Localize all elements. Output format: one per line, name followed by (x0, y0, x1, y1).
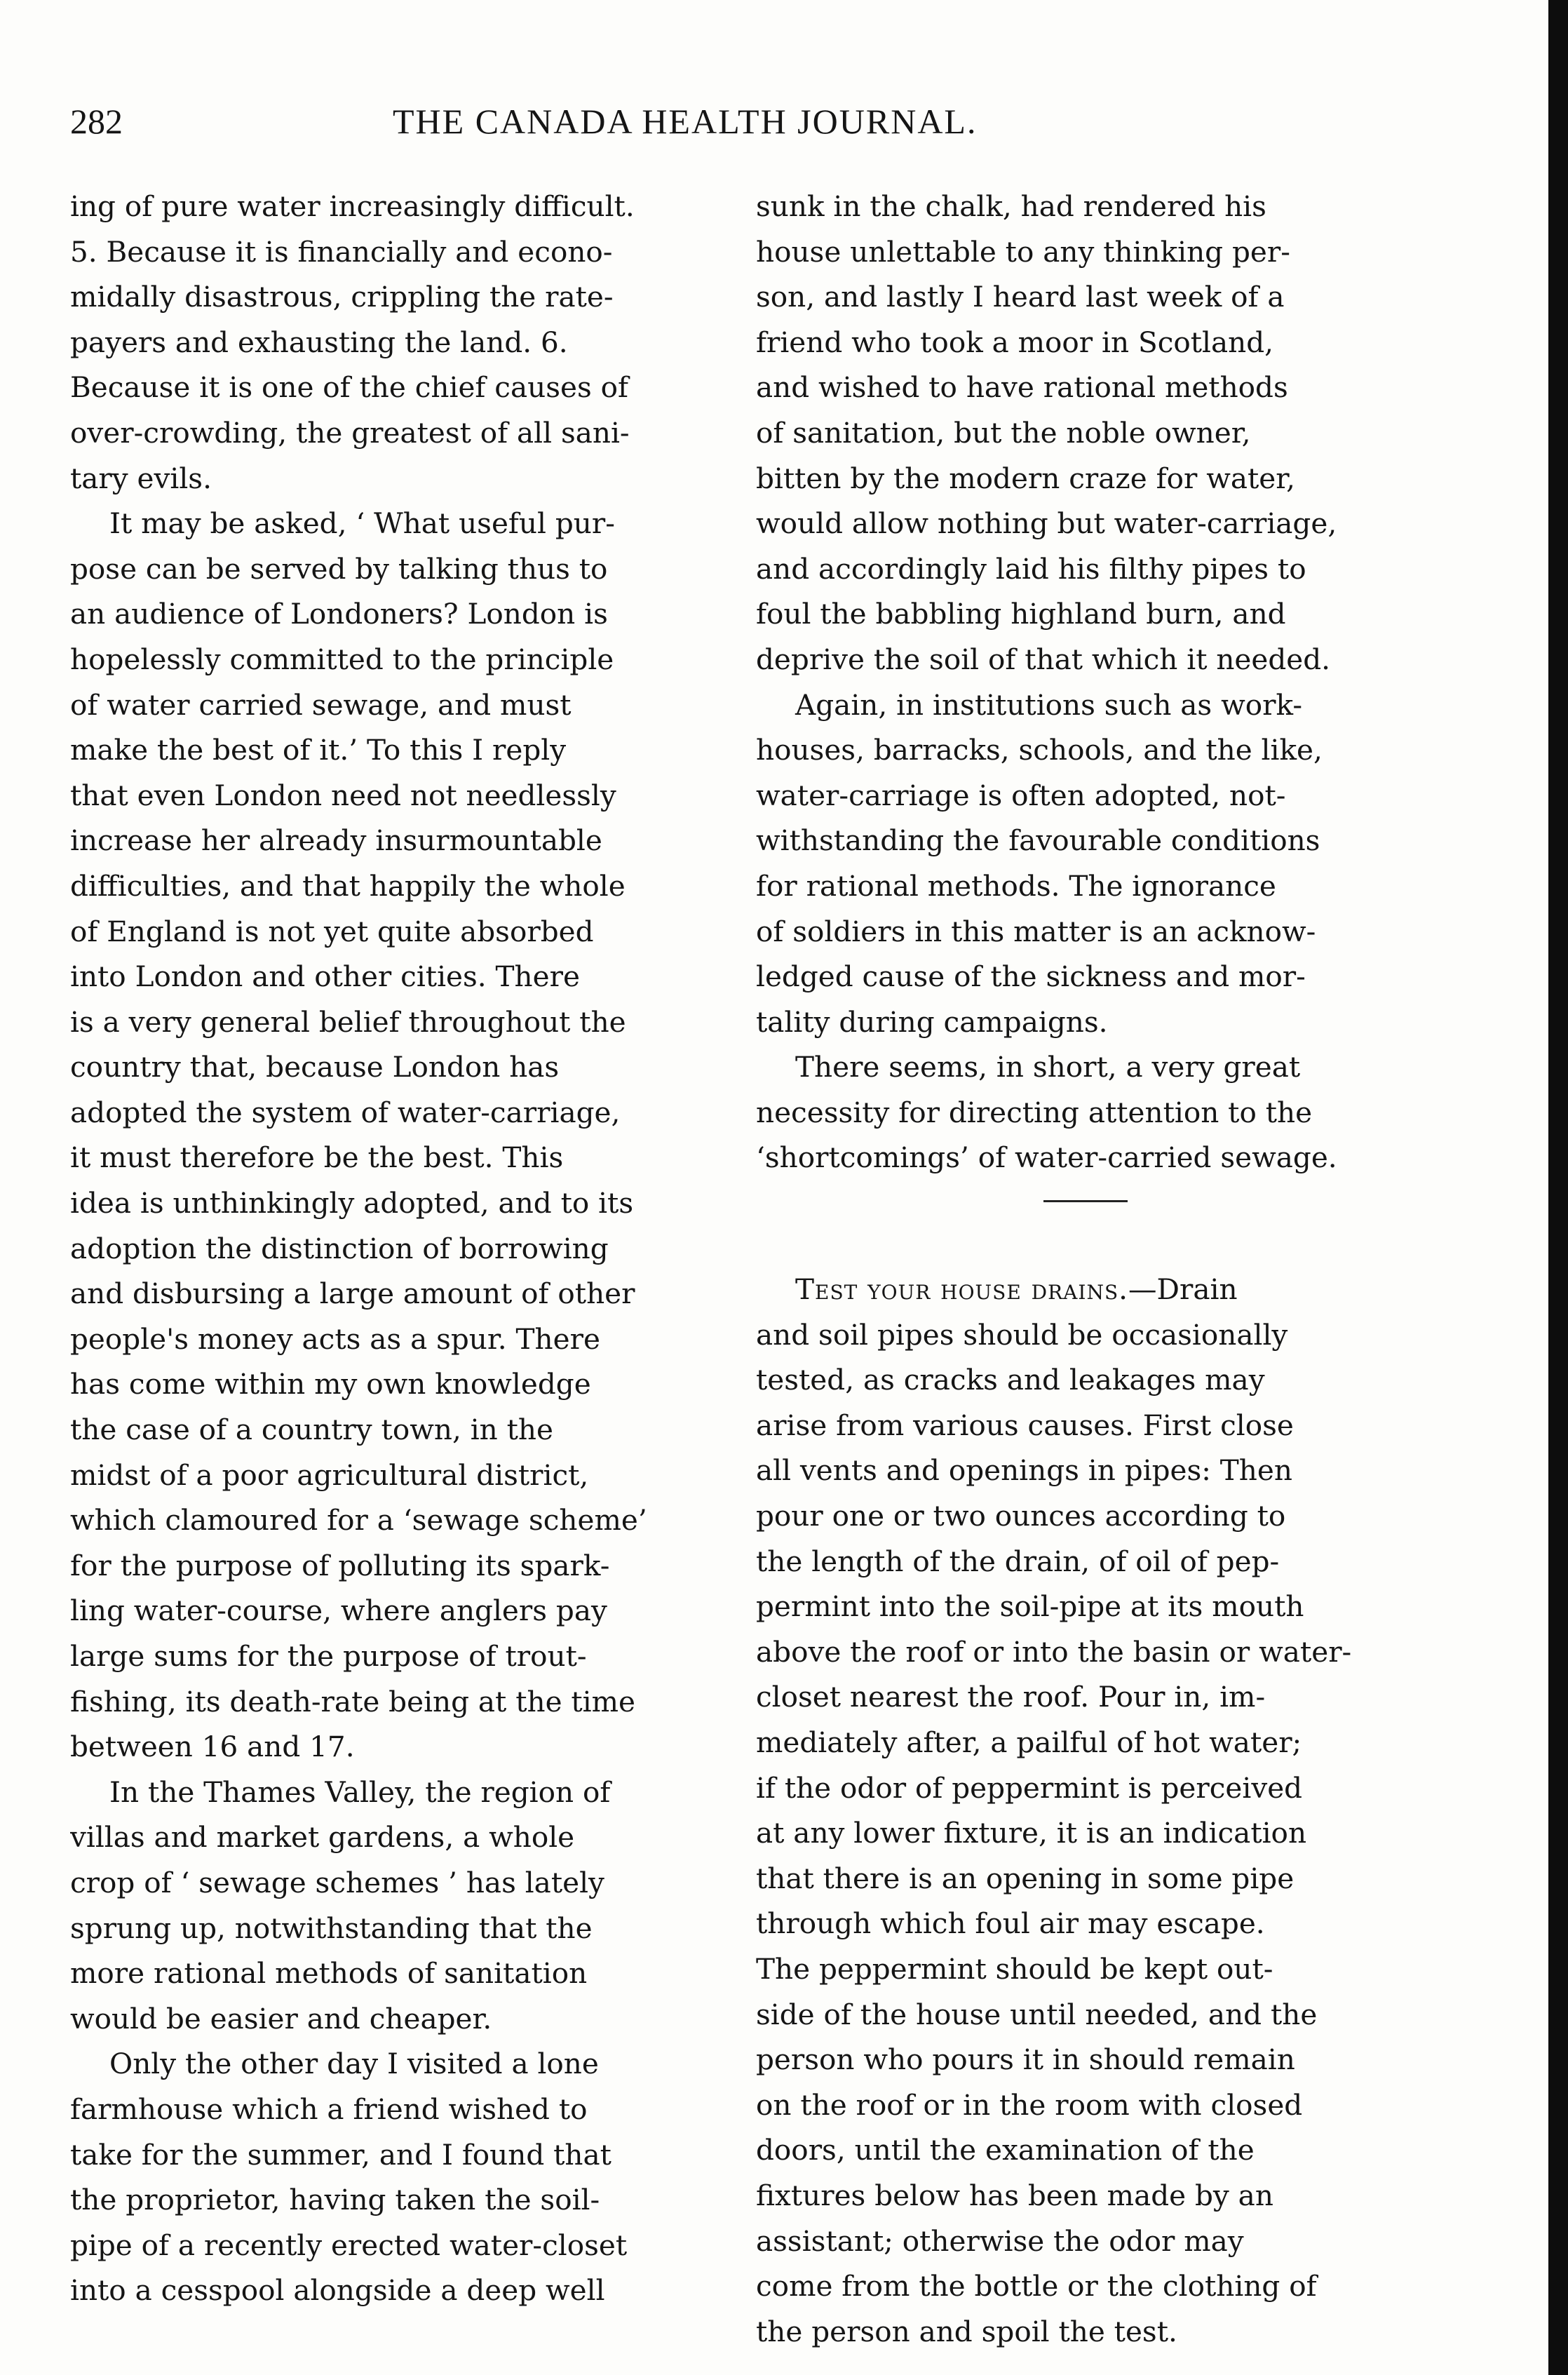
paragraph-line: fixtures below has been made by an (756, 2178, 1273, 2212)
paragraph-line: sunk in the chalk, had rendered his (756, 189, 1266, 223)
paragraph (756, 682, 1415, 1045)
paragraph-line: come from the bottle or the clothing of (756, 2269, 1317, 2303)
paragraph-line: pour one or two ounces according to (756, 1499, 1286, 1533)
section-heading: Test your house drains. (795, 1272, 1129, 1307)
paragraph (70, 1770, 729, 2042)
paragraph-line: people's money acts as a spur. There (70, 1321, 600, 1356)
paragraph-line: would be easier and cheaper. (70, 2001, 492, 2036)
paragraph-line: of England is not yet quite absorbed (70, 914, 594, 948)
paragraph-line: In the Thames Valley, the region of (109, 1775, 611, 1809)
paragraph-line: pose can be served by talking thus to (70, 551, 608, 586)
paragraph-line: farmhouse which a friend wished to (70, 2092, 588, 2126)
paragraph-lines (756, 1312, 1415, 2355)
paragraph-line: house unlettable to any thinking per- (756, 234, 1290, 269)
running-title: THE CANADA HEALTH JOURNAL. (393, 102, 978, 141)
paragraph-line: of sanitation, but the noble owner, (756, 415, 1251, 450)
paragraph-line: There seems, in short, a very great (795, 1050, 1301, 1084)
paragraph-line: necessity for directing attention to the (756, 1095, 1313, 1129)
paragraph-line: adoption the distinction of borrowing (70, 1231, 609, 1265)
paragraph-line: of soldiers in this matter is an acknow- (756, 914, 1316, 948)
paragraph-line: that there is an opening in some pipe (756, 1861, 1295, 1895)
paragraph-line: of water carried sewage, and must (70, 687, 572, 722)
paragraph-line: ‘shortcomings’ of water-carried sewage. (756, 1141, 1337, 1175)
paragraph-line: tality during campaigns. (756, 1004, 1108, 1039)
paragraph-line: the length of the drain, of oil of pep- (756, 1544, 1280, 1578)
paragraph-line: permint into the soil-pipe at its mouth (756, 1589, 1304, 1624)
paragraph-line: idea is unthinkingly adopted, and to its (70, 1186, 634, 1220)
paragraph-line: has come within my own knowledge (70, 1367, 591, 1401)
paragraph-line: water-carriage is often adopted, not- (756, 778, 1286, 812)
paragraph-line: increase her already insurmountable (70, 823, 602, 858)
paragraph-line: into London and other cities. There (70, 960, 580, 994)
paragraph-line: all vents and openings in pipes: Then (756, 1453, 1292, 1488)
paragraph-line: Again, in institutions such as work- (795, 687, 1303, 722)
paragraph-line: more rational methods of sanitation (70, 1956, 588, 1991)
paragraph-line: friend who took a moor in Scotland, (756, 325, 1274, 359)
paragraph (70, 2041, 729, 2313)
paragraph-line: adopted the system of water-carriage, (70, 1095, 621, 1129)
paragraph-line: Because it is one of the chief causes of (70, 370, 628, 405)
paragraph-line (756, 1267, 1415, 1312)
paragraph-line: the case of a country town, in the (70, 1413, 553, 1447)
paragraph (70, 184, 729, 501)
paragraph-line: for the purpose of polluting its spark- (70, 1548, 610, 1582)
paragraph-line: through which foul air may escape. (756, 1906, 1265, 1941)
paragraph-line: assistant; otherwise the odor may (756, 2223, 1244, 2258)
paragraph-line: closet nearest the roof. Pour in, im- (756, 1680, 1266, 1714)
paragraph-line: sprung up, notwithstanding that the (70, 1911, 593, 1945)
paragraph-line: side of the house until needed, and the (756, 1997, 1318, 2031)
paragraph-line: at any lower fixture, it is an indication (756, 1816, 1307, 1850)
paragraph-line: fishing, its death-rate being at the time (70, 1684, 636, 1718)
paragraph-line: ling water-course, where anglers pay (70, 1594, 607, 1628)
paragraph-line: Only the other day I visited a lone (109, 2047, 599, 2081)
paragraph-line: midally disastrous, crippling the rate- (70, 280, 614, 314)
paragraph-line: withstanding the favourable conditions (756, 823, 1320, 858)
paragraph-line: arise from various causes. First close (756, 1408, 1294, 1442)
paragraph-line: The peppermint should be kept out- (756, 1951, 1273, 1986)
paragraph-line: doors, until the examination of the (756, 2133, 1255, 2167)
paragraph-line: and soil pipes should be occasionally (756, 1317, 1288, 1352)
paragraph-line: mediately after, a pailful of hot water; (756, 1725, 1302, 1759)
paragraph-line: over-crowding, the greatest of all sani- (70, 415, 630, 450)
paragraph-line: difficulties, and that happily the whole (70, 868, 626, 903)
paragraph-line: foul the babbling highland burn, and (756, 597, 1286, 631)
paragraph-line: and wished to have rational methods (756, 370, 1288, 405)
paragraph-line: large sums for the purpose of trout- (70, 1639, 587, 1673)
paragraph-line: country that, because London has (70, 1050, 560, 1084)
paragraph-line: houses, barracks, schools, and the like, (756, 733, 1323, 767)
paragraph-line: crop of ‘ sewage schemes ’ has lately (70, 1865, 604, 1899)
paragraph-line: villas and market gardens, a whole (70, 1820, 575, 1855)
paragraph-line: the proprietor, having taken the soil- (70, 2183, 600, 2217)
paragraph-line: an audience of Londoners? London is (70, 597, 608, 631)
paragraph-line: that even London need not needlessly (70, 778, 616, 812)
paragraph (756, 1044, 1415, 1180)
paragraph (70, 501, 729, 1770)
paragraph (756, 184, 1415, 682)
paragraph-line: midst of a poor agricultural district, (70, 1458, 589, 1492)
paragraph-line: son, and lastly I heard last week of a (756, 280, 1285, 314)
paragraph-line: tested, as cracks and leakages may (756, 1363, 1265, 1397)
paragraph-line: above the roof or into the basin or water- (756, 1634, 1352, 1669)
paragraph-line: make the best of it.’ To this I reply (70, 733, 567, 767)
paragraph-line: tary evils. (70, 461, 212, 495)
paragraph-line: would allow nothing but water-carriage, (756, 506, 1337, 541)
paragraph-line: deprive the soil of that which it needed. (756, 642, 1331, 676)
paragraph-line: which clamoured for a ‘sewage scheme’ (70, 1503, 647, 1538)
right-column (756, 184, 1415, 2354)
section-divider (1043, 1200, 1128, 1202)
paragraph-line: person who pours it in should remain (756, 2043, 1295, 2077)
paragraph-line: on the roof or in the room with closed (756, 2087, 1303, 2122)
paragraph-line: ledged cause of the sickness and mor- (756, 960, 1306, 994)
page-number: 282 (70, 102, 123, 141)
paragraph-line: if the odor of peppermint is perceived (756, 1770, 1303, 1805)
paragraph-line: is a very general belief throughout the (70, 1004, 626, 1039)
paragraph-line: and disbursing a large amount of other (70, 1277, 635, 1311)
paragraph-line: and accordingly laid his filthy pipes to (756, 551, 1306, 586)
paragraph-line: it must therefore be the best. This (70, 1141, 564, 1175)
paragraph-line: payers and exhausting the land. 6. (70, 325, 568, 359)
paragraph-line: It may be asked, ‘ What useful pur- (109, 506, 615, 541)
paragraph-line: ing of pure water increasingly difficult. (70, 189, 635, 223)
paragraph-line: into a cesspool alongside a deep well (70, 2273, 605, 2308)
paragraph-line: hopelessly committed to the principle (70, 642, 614, 676)
paragraph-line: bitten by the modern craze for water, (756, 461, 1296, 495)
paragraph-line: for rational methods. The ignorance (756, 868, 1276, 903)
heading-continuation: —Drain (1128, 1272, 1238, 1307)
paragraph (756, 1267, 1415, 2354)
paragraph-line: the person and spoil the test. (756, 2314, 1177, 2348)
paragraph-line: between 16 and 17. (70, 1730, 355, 1764)
page-header (70, 97, 1101, 153)
paragraph-line: pipe of a recently erected water-closet (70, 2228, 628, 2262)
left-column (70, 184, 729, 2313)
paragraph-line: take for the summer, and I found that (70, 2137, 611, 2172)
paragraph-line: 5. Because it is financially and econo- (70, 234, 613, 269)
scan-edge (1548, 0, 1568, 2375)
